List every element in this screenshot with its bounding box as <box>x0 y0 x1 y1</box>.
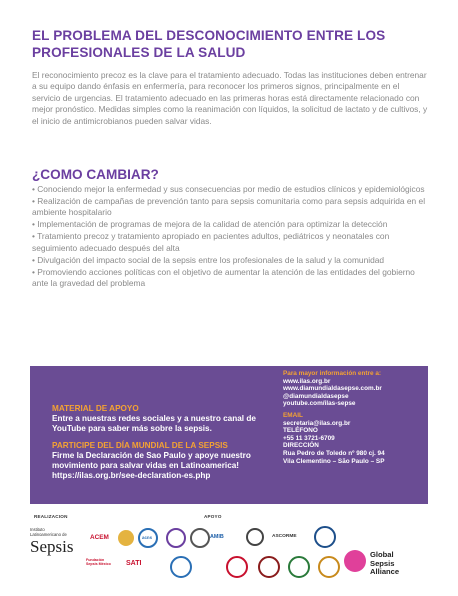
address-line: Rua Pedro de Toledo nº 980 cj. 94 <box>283 449 385 457</box>
band-right-column <box>283 370 423 465</box>
list-item: • Realización de campañas de prevención tanto para sepsis comunitaria como para sepsis adquirida en el ambiente hospitalario <box>32 196 426 218</box>
section-title-como-cambiar: ¿COMO CAMBIAR? <box>32 167 159 182</box>
address-heading: DIRECCIÓN <box>283 442 319 450</box>
ascorme-logo: ASCORME <box>272 534 297 539</box>
link-youtube[interactable]: youtube.com/ilas-sepse <box>283 400 356 408</box>
realizacion-label: REALIZACION <box>34 514 68 519</box>
partner-logos <box>30 514 428 584</box>
email-value[interactable]: secretaria@ilas.org.br <box>283 419 351 427</box>
apoyo-label: APOYO <box>204 514 222 519</box>
amib-logo: AMIB <box>210 534 224 540</box>
ils-logo: Instituto Latinoamericano de Sepsis <box>30 527 74 556</box>
list-item: • Implementación de programas de mejora de la calidad de atención para optimizar la detección <box>32 219 388 230</box>
society-logo-icon <box>190 528 210 548</box>
list-item: • Conociendo mejor la enfermedad y sus consecuencias por medio de estudios clínicos y epidemiológicos <box>32 184 425 194</box>
phone-value: +55 11 3721-6709 <box>283 434 335 442</box>
acns-label: acns <box>142 535 153 540</box>
swirl-logo-icon <box>166 528 186 548</box>
federation-logo-icon <box>170 556 192 578</box>
band-left-column <box>52 404 280 481</box>
fundacion-sepsis-logo: Fundación Sepsis México <box>86 558 111 567</box>
sati-logo: SATI <box>126 560 142 567</box>
sun-logo-icon <box>118 530 134 546</box>
global-sepsis-alliance-logo: Global Sepsis Alliance <box>344 548 428 584</box>
crest-logo-icon <box>314 526 336 548</box>
list-item: • Promoviendo acciones políticas con el objetivo de aumentar la atención de las entidades del gobierno ante la gravedad del problema <box>32 266 415 289</box>
participe-title: PARTICIPE DEL DÍA MUNDIAL DE LA SEPSIS <box>52 441 228 450</box>
acem-logo: ACEM <box>90 534 109 541</box>
section-title-problema: EL PROBLEMA DEL DESCONOCIMIENTO ENTRE LOS PROFESIONALES DE LA SALUD <box>32 28 386 60</box>
gold-seal-logo-icon <box>318 556 340 578</box>
email-heading: EMAIL <box>283 411 303 419</box>
info-band <box>30 366 428 504</box>
phone-heading: TELÉFONO <box>283 427 318 435</box>
link-dia-mundial[interactable]: www.diamundialdasepse.com.br <box>283 385 382 393</box>
link-instagram[interactable]: @diamundialdasepse <box>283 392 349 400</box>
list-item: • Tratamiento precoz y tratamiento apropiado en pacientes adultos, pediátricos y neonatales con seguimiento adecuado después del alta <box>32 231 390 253</box>
intro-paragraph: El reconocimiento precoz es la clave para el tratamiento adecuado. Todas las instituciones deben entrenar a su equipo dando énfasis en enfermería, para reconocer los primeros signos, principalmente en el servicio de urgencias. El tratamiento adecuado en las primeras horas está directamente relacionado con mejor pronóstico. Medidas simples como la reanimación con líquidos, la solicitud de lactato y de cultivos, y el inicio de antimicrobianos pueden salvar vidas. <box>32 70 428 126</box>
address-line: Vila Clementino – São Paulo – SP <box>283 457 385 465</box>
link-website[interactable]: www.ilas.org.br <box>283 377 331 385</box>
seal-logo-icon <box>246 528 264 546</box>
green-seal-logo-icon <box>288 556 310 578</box>
participe-text[interactable]: Firme la Declaración de Sao Paulo y apoye nuestro movimiento para salvar vidas en Latinoamerica! https://ilas.org.br/see-declaration-es.php <box>52 451 251 480</box>
list-item: • Divulgación del impacto social de la sepsis entre los profesionales de la salud y la comunidad <box>32 254 385 265</box>
round-seal-logo-icon <box>226 556 248 578</box>
info-heading: Para mayor información entre a: <box>283 370 382 377</box>
material-title: MATERIAL DE APOYO <box>52 404 139 413</box>
bullet-list <box>32 184 428 290</box>
gsa-globe-icon <box>344 550 366 572</box>
red-seal-logo-icon <box>258 556 280 578</box>
material-text: Entre a nuestras redes sociales y a nuestro canal de YouTube para saber más sobre la sepsis. <box>52 414 256 433</box>
